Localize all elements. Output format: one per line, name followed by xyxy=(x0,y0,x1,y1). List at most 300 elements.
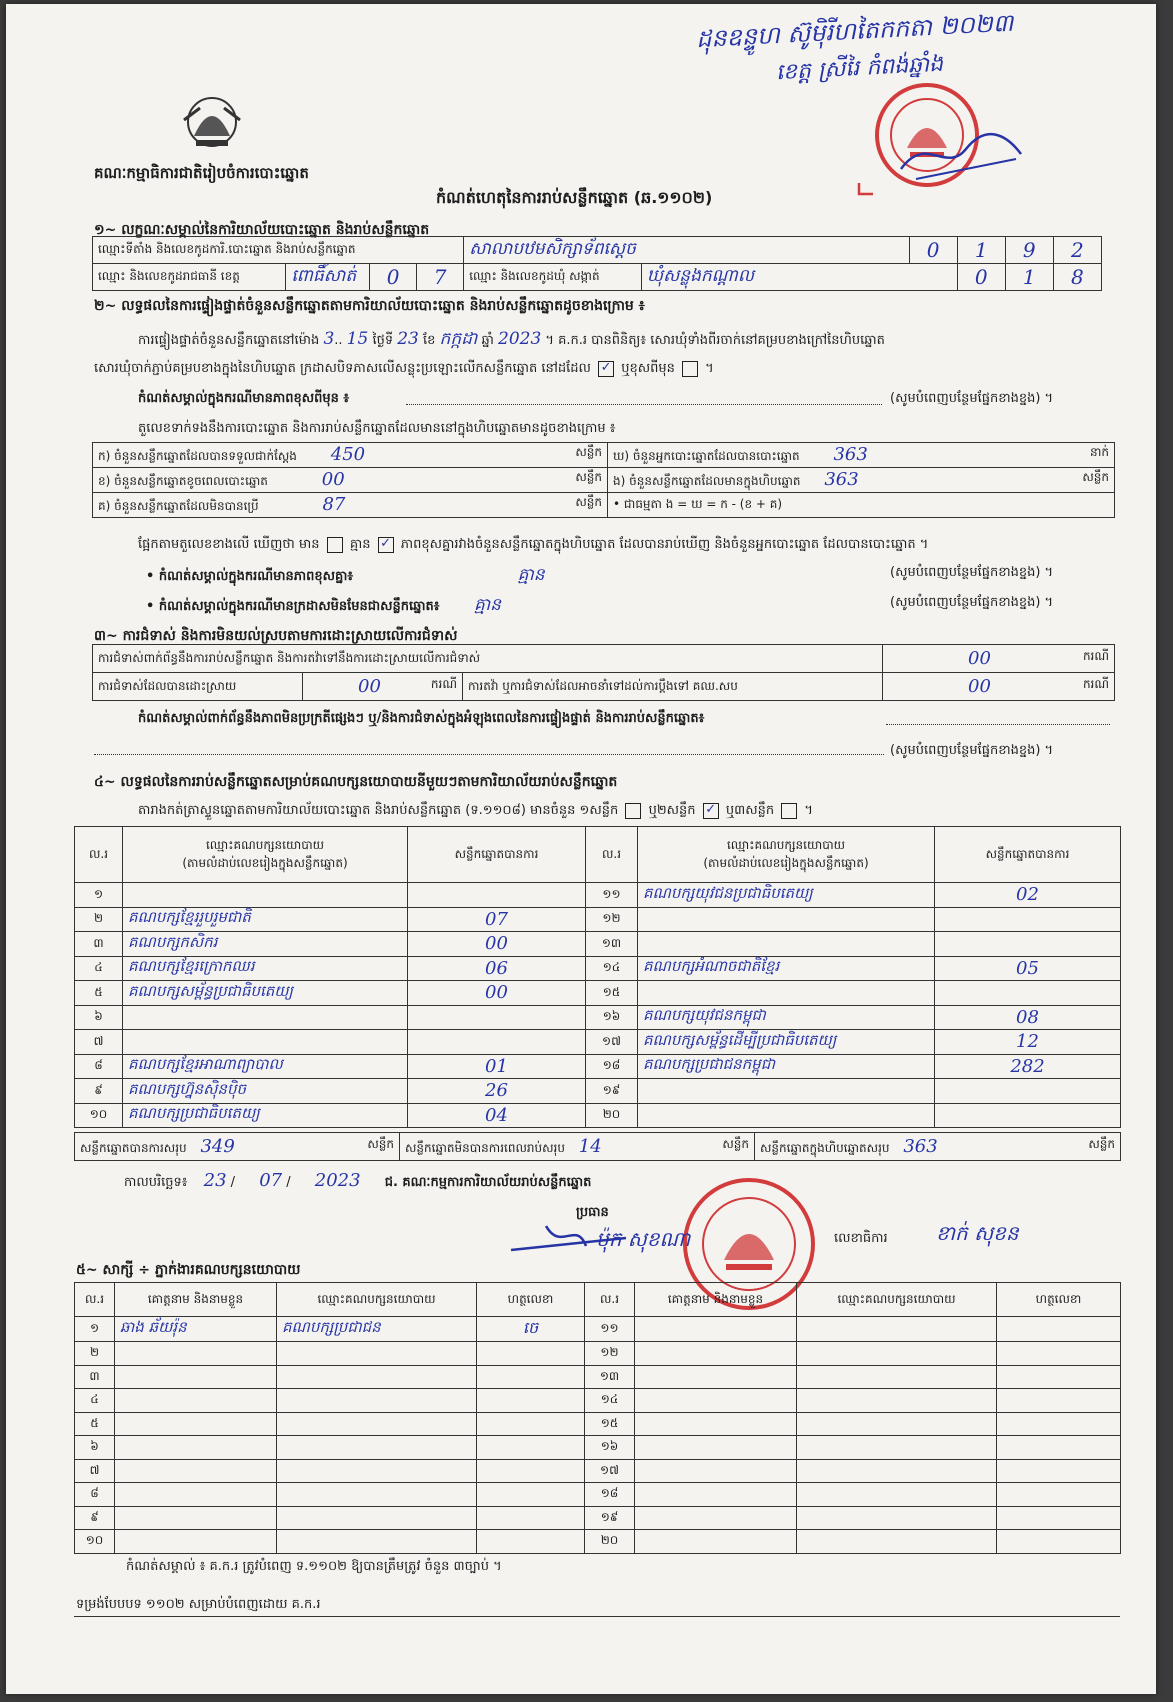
province-code-2: 7 xyxy=(417,264,464,291)
results-col-no-right: ល.រ xyxy=(586,827,638,883)
fill-more-note-3: (សូមបំពេញបន្ថែមផ្នែកខាងខ្នង) ។ xyxy=(890,595,1054,610)
commune-code-3: 8 xyxy=(1053,264,1101,291)
witness-name xyxy=(635,1483,797,1507)
results-col-party-title-right: ឈ្មោះគណបក្សនយោបាយ xyxy=(726,837,846,852)
results-votes: 05 xyxy=(935,956,1121,981)
difference-note-1-label: • កំណត់សម្គាល់ក្នុងករណីមានភាពខុសគ្នា៖ xyxy=(146,569,354,584)
witness-name xyxy=(635,1436,797,1460)
location-code-2: 1 xyxy=(957,237,1005,264)
witness-signature xyxy=(997,1412,1121,1436)
witness-signature xyxy=(997,1436,1121,1460)
witness-no: ១៣ xyxy=(585,1365,635,1389)
witness-name xyxy=(115,1389,277,1413)
date-year: 2023 xyxy=(314,1170,361,1191)
witness-party xyxy=(797,1483,997,1507)
total-box-value: 363 xyxy=(903,1135,938,1157)
results-row xyxy=(75,1079,1121,1104)
commune-value: ឃុំសន្លុងកណ្ដាល xyxy=(641,264,957,291)
results-votes xyxy=(935,907,1121,932)
verification-year: 2023 xyxy=(498,329,542,349)
witness-name xyxy=(635,1342,797,1366)
witness-name xyxy=(635,1317,797,1342)
witness-row xyxy=(75,1317,1121,1342)
location-name-value: សាលាបឋមសិក្សាទ័ពស្ដេច xyxy=(464,237,909,264)
witness-no: ៦ xyxy=(75,1436,115,1460)
total-box-label: សន្លឹកឆ្នោតក្នុងហិបឆ្នោតសរុប xyxy=(760,1140,890,1155)
fill-more-note-2: (សូមបំពេញបន្ថែមផ្នែកខាងខ្នង) ។ xyxy=(890,565,1054,580)
province-value: ពោធិ៍សាត់ xyxy=(286,264,370,291)
witness-party xyxy=(277,1342,477,1366)
results-no: ១៦ xyxy=(586,1005,638,1030)
resolved-value: 00 xyxy=(358,676,381,697)
three-sheet-label: ឬ៣សន្លឹក xyxy=(725,803,775,818)
three-sheet-checkbox[interactable] xyxy=(781,803,797,819)
witness-party xyxy=(277,1365,477,1389)
witness-party xyxy=(277,1483,477,1507)
witness-col-no-right: ល.រ xyxy=(585,1283,635,1317)
results-row xyxy=(75,907,1121,932)
commission-name: គណៈកម្មាធិការជាតិរៀបចំការបោះឆ្នោត xyxy=(94,164,309,182)
completion-note: កំណត់សម្គាល់ ៖ គ.ក.រ ត្រូវបំពេញ ទ.១១០២ ឱ្យបានត្រឹមត្រូវ ចំនួន ៣ច្បាប់ ។ xyxy=(126,1559,502,1574)
objection-label: ការជំទាស់ពាក់ព័ន្ធនឹងការរាប់សន្លឹកឆ្នោត និងការតវ៉ាទៅនឹងការដោះស្រាយលើការជំទាស់ xyxy=(93,645,883,673)
results-row xyxy=(75,1054,1121,1079)
witness-no: ១៧ xyxy=(585,1459,635,1483)
results-row xyxy=(75,1103,1121,1128)
witness-col-name-right: គោត្តនាម និងនាមខ្លួន xyxy=(635,1283,797,1317)
results-row xyxy=(75,1030,1121,1055)
results-party xyxy=(638,932,935,957)
results-votes: 02 xyxy=(935,883,1121,908)
commune-code-1: 0 xyxy=(957,264,1005,291)
box-ballots-cell xyxy=(608,468,1115,493)
verification-day: 23 xyxy=(397,329,419,349)
witness-col-sign: ហត្ថលេខា xyxy=(477,1283,585,1317)
received-unit: សន្លឹក xyxy=(575,445,602,459)
section-2-title: ២~ លទ្ធផលនៃការផ្ទៀងផ្ទាត់ចំនួនសន្លឹកឆ្នោតតាមការិយាល័យបោះឆ្នោត និងរាប់សន្លឹកឆ្នោតដូចខាងក្រោម ៖ xyxy=(94,298,645,314)
witness-row xyxy=(75,1436,1121,1460)
witness-signature xyxy=(997,1389,1121,1413)
witness-row xyxy=(75,1412,1121,1436)
resolved-cell xyxy=(303,673,463,701)
total-valid-label: សន្លឹកឆ្នោតបានការសរុប xyxy=(80,1140,187,1155)
results-col-votes-right: សន្លឹកឆ្នោតបានការ xyxy=(935,827,1121,883)
results-votes: 282 xyxy=(935,1054,1121,1079)
results-no: ១២ xyxy=(586,907,638,932)
appeal-unit: ករណី xyxy=(1082,677,1110,691)
date-month: 07 xyxy=(259,1170,283,1191)
verification-line-1: ការផ្ទៀងផ្ទាត់ចំនួនសន្លឹកឆ្នោតនៅម៉ោង 3.. 15 ថ្ងៃទី 23 ខែ កក្កដា ឆ្នាំ 2023 ។ គ.ក.រ បានពិនិត្យ៖ សោរឃុំទាំងពីរចាក់នៅគម្របខាងក្រៅនៃហិបឆ្នោត xyxy=(138,329,885,349)
results-col-votes-left: សន្លឹកឆ្នោតបានការ xyxy=(408,827,586,883)
one-sheet-checkbox[interactable] xyxy=(625,803,641,819)
witness-signature xyxy=(477,1412,585,1436)
committee-label: ជ. គណៈកម្មការការិយាល័យរាប់សន្លឹកឆ្នោត xyxy=(384,1175,592,1190)
witness-name xyxy=(635,1459,797,1483)
results-votes: 06 xyxy=(408,956,586,981)
witness-row xyxy=(75,1483,1121,1507)
witness-row xyxy=(75,1459,1121,1483)
witness-no: ១ xyxy=(75,1317,115,1342)
witness-no: ១៨ xyxy=(585,1483,635,1507)
witness-row xyxy=(75,1389,1121,1413)
results-no: ១៧ xyxy=(586,1030,638,1055)
witness-party xyxy=(277,1506,477,1530)
witness-signature xyxy=(997,1365,1121,1389)
signature-top xyxy=(896,124,1026,184)
total-invalid-label: សន្លឹកឆ្នោតមិនបានការពេលរាប់សរុប xyxy=(405,1140,565,1155)
difference-intro: ផ្អែកតាមតួលេខខាងលើ ឃើញថា មាន xyxy=(138,537,320,552)
verification-month: កក្កដា xyxy=(439,329,478,349)
objection-cell xyxy=(883,645,1115,673)
results-party: គណបក្សខ្មែរអាណាព្យាបាល xyxy=(123,1054,408,1079)
day-label: ថ្ងៃទី xyxy=(372,333,394,348)
irregularity-note-line-2 xyxy=(94,754,884,755)
witness-no: ១៤ xyxy=(585,1389,635,1413)
spoiled-ballots-label: ខ) ចំនួនសន្លឹកឆ្នោតខូចពេលបោះឆ្នោត xyxy=(98,474,268,488)
location-code-1: 0 xyxy=(909,237,957,264)
results-party: គណបក្សហ្វ៊ុនស៊ិនប៉ិច xyxy=(123,1079,408,1104)
same-checkbox[interactable]: ✓ xyxy=(598,361,614,377)
two-sheet-checkbox[interactable]: ✓ xyxy=(703,803,719,819)
difference-note-2-value: គ្មាន xyxy=(474,595,501,615)
results-row xyxy=(75,956,1121,981)
witness-name xyxy=(115,1365,277,1389)
witness-no: ៥ xyxy=(75,1412,115,1436)
witness-name xyxy=(115,1506,277,1530)
witness-no: ២០ xyxy=(585,1530,635,1554)
results-party xyxy=(638,1103,935,1128)
box-ballots-value: 363 xyxy=(824,469,859,490)
handwritten-note-2: ខេត្ត ស្រីរៃ កំពង់ឆ្នាំង xyxy=(775,51,944,86)
verification-hour: 3 xyxy=(323,329,335,349)
witness-col-name: គោត្តនាម និងនាមខ្លួន xyxy=(115,1283,277,1317)
emblem-icon xyxy=(176,86,248,154)
section-5-title: ៥~ សាក្សី ÷ ភ្នាក់ងារគណបក្សនយោបាយ xyxy=(76,1262,301,1278)
witness-signature xyxy=(477,1365,585,1389)
location-table xyxy=(92,236,1102,291)
unused-ballots-value: 87 xyxy=(322,494,346,515)
results-no: ១០ xyxy=(75,1103,123,1128)
results-party: គណបក្សយុវជនប្រជាធិបតេយ្យ xyxy=(638,883,935,908)
witness-signature xyxy=(997,1317,1121,1342)
section-4-title: ៤~ លទ្ធផលនៃការរាប់សន្លឹកឆ្នោតសម្រាប់គណបក្សនយោបាយនីមួយៗតាមការិយាល័យរាប់សន្លឹកឆ្នោត xyxy=(94,774,618,790)
results-party xyxy=(123,1030,408,1055)
results-row xyxy=(75,981,1121,1006)
witness-no: ៤ xyxy=(75,1389,115,1413)
results-party xyxy=(638,981,935,1006)
results-table xyxy=(74,826,1121,1128)
witness-no: ១៩ xyxy=(585,1506,635,1530)
witness-row xyxy=(75,1365,1121,1389)
results-no: ៧ xyxy=(75,1030,123,1055)
footer-text: ទម្រង់បែបបទ ១១០២ សម្រាប់បំពេញដោយ គ.ក.រ xyxy=(76,1597,321,1612)
tally-intro: តារាងកត់ត្រាស្ទួនឆ្នោតតាមការិយាល័យបោះឆ្នោត និងរាប់សន្លឹកឆ្នោត (ទ.១១០៨) មានចំនួន ១សន្លឹក xyxy=(138,803,619,818)
fill-more-note-4: (សូមបំពេញបន្ថែមផ្នែកខាងខ្នង) ។ xyxy=(890,743,1054,758)
form-sheet xyxy=(6,4,1156,1694)
witness-name: ឆាង ឆ័យរ៉ុន xyxy=(115,1317,277,1342)
witness-party xyxy=(797,1365,997,1389)
results-no: ១៩ xyxy=(586,1079,638,1104)
witness-no: ១៦ xyxy=(585,1436,635,1460)
difference-rest: ភាពខុសគ្នារវាងចំនួនសន្លឹកឆ្នោតក្នុងហិបឆ្នោត ដែលបានរាប់ឃើញ និងចំនួនអ្នកបោះឆ្នោត ដែលបានបោះឆ្នោត ។ xyxy=(400,537,929,552)
results-no: ២ xyxy=(75,907,123,932)
chair-signature xyxy=(506,1216,636,1260)
witness-party xyxy=(797,1436,997,1460)
location-code-4: 2 xyxy=(1053,237,1101,264)
chair-label: ប្រធាន xyxy=(576,1205,609,1220)
difference-note-line xyxy=(406,404,882,405)
results-votes: 04 xyxy=(408,1103,586,1128)
witness-no: ១១ xyxy=(585,1317,635,1342)
voters-unit: នាក់ xyxy=(1089,445,1109,459)
witness-party xyxy=(797,1459,997,1483)
results-party xyxy=(638,1079,935,1104)
checkmark-tick xyxy=(856,180,876,198)
month-label: ខែ xyxy=(423,333,436,348)
results-votes xyxy=(935,1103,1121,1128)
box-ballots-unit: សន្លឹក xyxy=(1082,470,1109,484)
witness-name xyxy=(635,1365,797,1389)
difference-line xyxy=(138,536,928,555)
results-row xyxy=(75,883,1121,908)
unused-ballots-cell xyxy=(93,493,608,518)
voters-label: ឃ) ចំនួនអ្នកបោះឆ្នោតដែលបានបោះឆ្នោត xyxy=(613,449,800,463)
results-col-party-sub: (តាមលំដាប់លេខរៀងក្នុងសន្លឹកឆ្នោត) xyxy=(182,855,348,870)
form-title: កំណត់ហេតុនៃការរាប់សន្លឹកឆ្នោត (ឆ.១១០២) xyxy=(436,188,713,207)
results-no: ៥ xyxy=(75,981,123,1006)
difference-note-label: កំណត់សម្គាល់ក្នុងករណីមានភាពខុសពីមុន ៖ xyxy=(138,391,350,406)
witness-signature xyxy=(997,1483,1121,1507)
witness-name xyxy=(115,1459,277,1483)
witness-party xyxy=(277,1389,477,1413)
results-party: គណបក្សសម្ព័ន្ធប្រជាធិបតេយ្យ xyxy=(123,981,408,1006)
difference-note-2 xyxy=(146,594,501,619)
witness-party xyxy=(797,1389,997,1413)
commune-label: ឈ្មោះ និងលេខកូដឃុំ សង្កាត់ xyxy=(464,264,642,291)
results-party: គណបក្សយុវជនកម្ពុជា xyxy=(638,1005,935,1030)
total-invalid-value: 14 xyxy=(578,1135,602,1157)
witness-party xyxy=(797,1506,997,1530)
summary-intro: តួលេខទាក់ទងនឹងការបោះឆ្នោត និងការរាប់សន្លឹកឆ្នោតដែលមាននៅក្នុងហិបឆ្នោតមានដូចខាងក្រោម ៖ xyxy=(138,421,616,436)
location-code-3: 9 xyxy=(1005,237,1053,264)
results-party: គណបក្សសម្ព័ន្ធដើម្បីប្រជាធិបតេយ្យ xyxy=(638,1030,935,1055)
results-no: ១ xyxy=(75,883,123,908)
results-party xyxy=(123,1005,408,1030)
results-party: គណបក្សប្រជាធិបតេយ្យ xyxy=(123,1103,408,1128)
witness-party xyxy=(277,1530,477,1554)
results-no: ១៨ xyxy=(586,1054,638,1079)
witness-signature: ចេ xyxy=(477,1317,585,1342)
witness-col-party: ឈ្មោះគណបក្សនយោបាយ xyxy=(277,1283,477,1317)
witness-signature xyxy=(477,1530,585,1554)
results-no: ៩ xyxy=(75,1079,123,1104)
witness-signature xyxy=(997,1506,1121,1530)
witness-signature xyxy=(477,1436,585,1460)
received-ballots-label: ក) ចំនួនសន្លឹកឆ្នោតដែលបានទទួលជាក់ស្ដែង xyxy=(98,449,297,463)
results-col-no-left: ល.រ xyxy=(75,827,123,883)
spoiled-ballots-cell xyxy=(93,468,608,493)
results-party: គណបក្សប្រជាជនកម្ពុជា xyxy=(638,1054,935,1079)
secretary-label: លេខាធិការ xyxy=(834,1231,888,1246)
results-votes: 01 xyxy=(408,1054,586,1079)
footer-rule xyxy=(74,1616,1120,1617)
results-no: ១៤ xyxy=(586,956,638,981)
verification-minute: 15 xyxy=(346,329,369,349)
witness-row xyxy=(75,1342,1121,1366)
witness-no: ១០ xyxy=(75,1530,115,1554)
witness-party: គណបក្សប្រជាជន xyxy=(277,1317,477,1342)
total-invalid-cell xyxy=(400,1133,755,1161)
witness-party xyxy=(277,1412,477,1436)
secretary-name: ខាក់ សុខន xyxy=(936,1221,1019,1245)
witness-col-no: ល.រ xyxy=(75,1283,115,1317)
witness-no: ៨ xyxy=(75,1483,115,1507)
witness-party xyxy=(797,1530,997,1554)
results-party: គណបក្សកសិករ xyxy=(123,932,408,957)
results-votes: 00 xyxy=(408,981,586,1006)
witness-row xyxy=(75,1530,1121,1554)
resolved-unit: ករណី xyxy=(430,677,457,691)
witness-col-sign-right: ហត្ថលេខា xyxy=(997,1283,1121,1317)
results-votes: 26 xyxy=(408,1079,586,1104)
results-col-party-title: ឈ្មោះគណបក្សនយោបាយ xyxy=(205,837,325,852)
fill-more-note-1: (សូមបំពេញបន្ថែមផ្នែកខាងខ្នង) ។ xyxy=(890,391,1054,406)
total-invalid-unit: សន្លឹក xyxy=(722,1136,749,1151)
location-name-label: ឈ្មោះទីតាំង និងលេខកូដការិ.បោះឆ្នោត និងរាប់សន្លឹកឆ្នោត xyxy=(93,237,464,264)
voters-value: 363 xyxy=(833,444,868,465)
resolved-label: ការជំទាស់ដែលបានដោះស្រាយ xyxy=(93,673,303,701)
witness-no: ៧ xyxy=(75,1459,115,1483)
results-row xyxy=(75,1005,1121,1030)
results-row xyxy=(75,932,1121,957)
witness-table xyxy=(74,1282,1121,1554)
witness-signature xyxy=(477,1342,585,1366)
difference-note-1 xyxy=(146,564,545,589)
results-votes xyxy=(408,1030,586,1055)
verification-intro: ការផ្ទៀងផ្ទាត់ចំនួនសន្លឹកឆ្នោតនៅម៉ោង xyxy=(138,333,320,348)
date-line: កាលបរិច្ឆេទ៖ 23 / 07 / 2023 ជ. គណៈកម្មការការិយាល័យរាប់សន្លឹកឆ្នោត xyxy=(124,1170,592,1191)
totals-table xyxy=(74,1132,1121,1161)
no-difference-label: គ្មាន xyxy=(349,537,371,552)
results-votes xyxy=(408,883,586,908)
received-ballots-cell xyxy=(93,443,608,468)
witness-name xyxy=(635,1412,797,1436)
difference-note-1-value: គ្មាន xyxy=(517,565,545,585)
witness-name xyxy=(635,1530,797,1554)
irregularity-note-line xyxy=(886,724,1110,725)
results-col-party-right xyxy=(638,827,935,883)
witness-signature xyxy=(477,1459,585,1483)
witness-no: ២ xyxy=(75,1342,115,1366)
different-checkbox[interactable] xyxy=(682,361,698,377)
results-votes: 07 xyxy=(408,907,586,932)
appeal-cell xyxy=(883,673,1115,701)
witness-name xyxy=(635,1506,797,1530)
witness-party xyxy=(797,1412,997,1436)
results-no: ៦ xyxy=(75,1005,123,1030)
total-valid-cell xyxy=(75,1133,400,1161)
results-no: ៣ xyxy=(75,932,123,957)
box-ballots-label: ង) ចំនួនសន្លឹកឆ្នោតដែលមានក្នុងហិបឆ្នោត xyxy=(613,474,801,488)
results-col-party-left xyxy=(123,827,408,883)
witness-party xyxy=(277,1459,477,1483)
total-box-cell xyxy=(755,1133,1121,1161)
total-valid-value: 349 xyxy=(200,1135,235,1157)
witness-name xyxy=(635,1389,797,1413)
results-party: គណបក្សខ្មែររួបរួមជាតិ xyxy=(123,907,408,932)
witness-name xyxy=(115,1483,277,1507)
results-votes xyxy=(935,932,1121,957)
voters-cell xyxy=(608,443,1115,468)
province-code-1: 0 xyxy=(370,264,417,291)
witness-signature xyxy=(997,1342,1121,1366)
objection-value: 00 xyxy=(968,648,991,669)
results-party xyxy=(638,907,935,932)
results-party xyxy=(123,883,408,908)
tally-sheet-line: តារាងកត់ត្រាស្ទួនឆ្នោតតាមការិយាល័យបោះឆ្នោត និងរាប់សន្លឹកឆ្នោត (ទ.១១០៨) មានចំនួន ១សន្លឹក ឬ២សន្លឹក ✓ ឬ៣សន្លឹក ។ xyxy=(138,801,813,818)
section-3-title: ៣~ ការជំទាស់ និងការមិនយល់ស្របតាមការដោះស្រាយលើការជំទាស់ xyxy=(94,628,458,644)
witness-party xyxy=(277,1436,477,1460)
results-no: ១៣ xyxy=(586,932,638,957)
commune-code-2: 1 xyxy=(1005,264,1053,291)
irregularity-note: កំណត់សម្គាល់ពាក់ព័ន្ធនឹងភាពមិនប្រក្រតីផ្សេងៗ ឬ/និងការជំទាស់ក្នុងអំឡុងពេលនៃការផ្ទៀងផ្ទាត់ និងការរាប់សន្លឹកឆ្នោត៖ xyxy=(138,711,705,726)
witness-signature xyxy=(477,1483,585,1507)
unused-ballots-label: គ) ចំនួនសន្លឹកឆ្នោតដែលមិនបានប្រើ xyxy=(98,499,259,513)
objection-table xyxy=(92,644,1115,701)
witness-signature xyxy=(997,1459,1121,1483)
handwritten-note-1: ដុនឧន្ទូហ ស៊ូម៉ិរីហតៃកកតា ២០២៣ xyxy=(695,8,1014,54)
results-party: គណបក្សខ្មែរក្រោកឈរ xyxy=(123,956,408,981)
results-no: ៨ xyxy=(75,1054,123,1079)
results-no: ១៥ xyxy=(586,981,638,1006)
witness-name xyxy=(115,1436,277,1460)
witness-no: ១៥ xyxy=(585,1412,635,1436)
appeal-value: 00 xyxy=(968,676,991,697)
no-difference-checkbox[interactable]: ✓ xyxy=(378,537,394,553)
chair-name: ប៉ុក សុខណា xyxy=(596,1227,691,1251)
witness-no: ៣ xyxy=(75,1365,115,1389)
seal-text: សោរឃុំចាក់ភ្ជាប់គម្របខាងក្នុងនៃហិបឆ្នោត ក្រដាសបិទភាសលើសន្លុះប្រឡោះលើកសន្លឹកឆ្នោត នៅដដែល xyxy=(94,361,591,376)
date-day: 23 xyxy=(203,1170,227,1191)
results-no: ៤ xyxy=(75,956,123,981)
witness-signature xyxy=(477,1389,585,1413)
section-1-title: ១~ លក្ខណៈសម្គាល់នៃការិយាល័យបោះឆ្នោត និងរាប់សន្លឹកឆ្នោត xyxy=(94,222,430,238)
witness-col-party-right: ឈ្មោះគណបក្សនយោបាយ xyxy=(797,1283,997,1317)
different-label: ឬខុសពីមុន xyxy=(621,361,675,376)
witness-name xyxy=(115,1412,277,1436)
results-votes: 00 xyxy=(408,932,586,957)
results-no: ២០ xyxy=(586,1103,638,1128)
formula-cell xyxy=(608,493,1115,518)
witness-name xyxy=(115,1530,277,1554)
has-difference-checkbox[interactable] xyxy=(327,537,343,553)
ballot-summary-table xyxy=(92,442,1115,518)
witness-no: ១២ xyxy=(585,1342,635,1366)
witness-name xyxy=(115,1342,277,1366)
formula-text: • ជាធម្មតា ង = ឃ = ក - (ខ + គ) xyxy=(613,497,783,511)
witness-party xyxy=(797,1342,997,1366)
results-votes: 12 xyxy=(935,1030,1121,1055)
total-valid-unit: សន្លឹក xyxy=(367,1136,394,1151)
results-no: ១១ xyxy=(586,883,638,908)
total-box-unit: សន្លឹក xyxy=(1088,1136,1115,1151)
witness-no: ៩ xyxy=(75,1506,115,1530)
witness-party xyxy=(797,1317,997,1342)
results-votes: 08 xyxy=(935,1005,1121,1030)
year-label: ឆ្នាំ xyxy=(481,333,494,348)
results-party: គណបក្សអំណាចជាតិខ្មែរ xyxy=(638,956,935,981)
witness-row xyxy=(75,1506,1121,1530)
results-col-party-sub-right: (តាមលំដាប់លេខរៀងក្នុងសន្លឹកឆ្នោត) xyxy=(703,855,869,870)
